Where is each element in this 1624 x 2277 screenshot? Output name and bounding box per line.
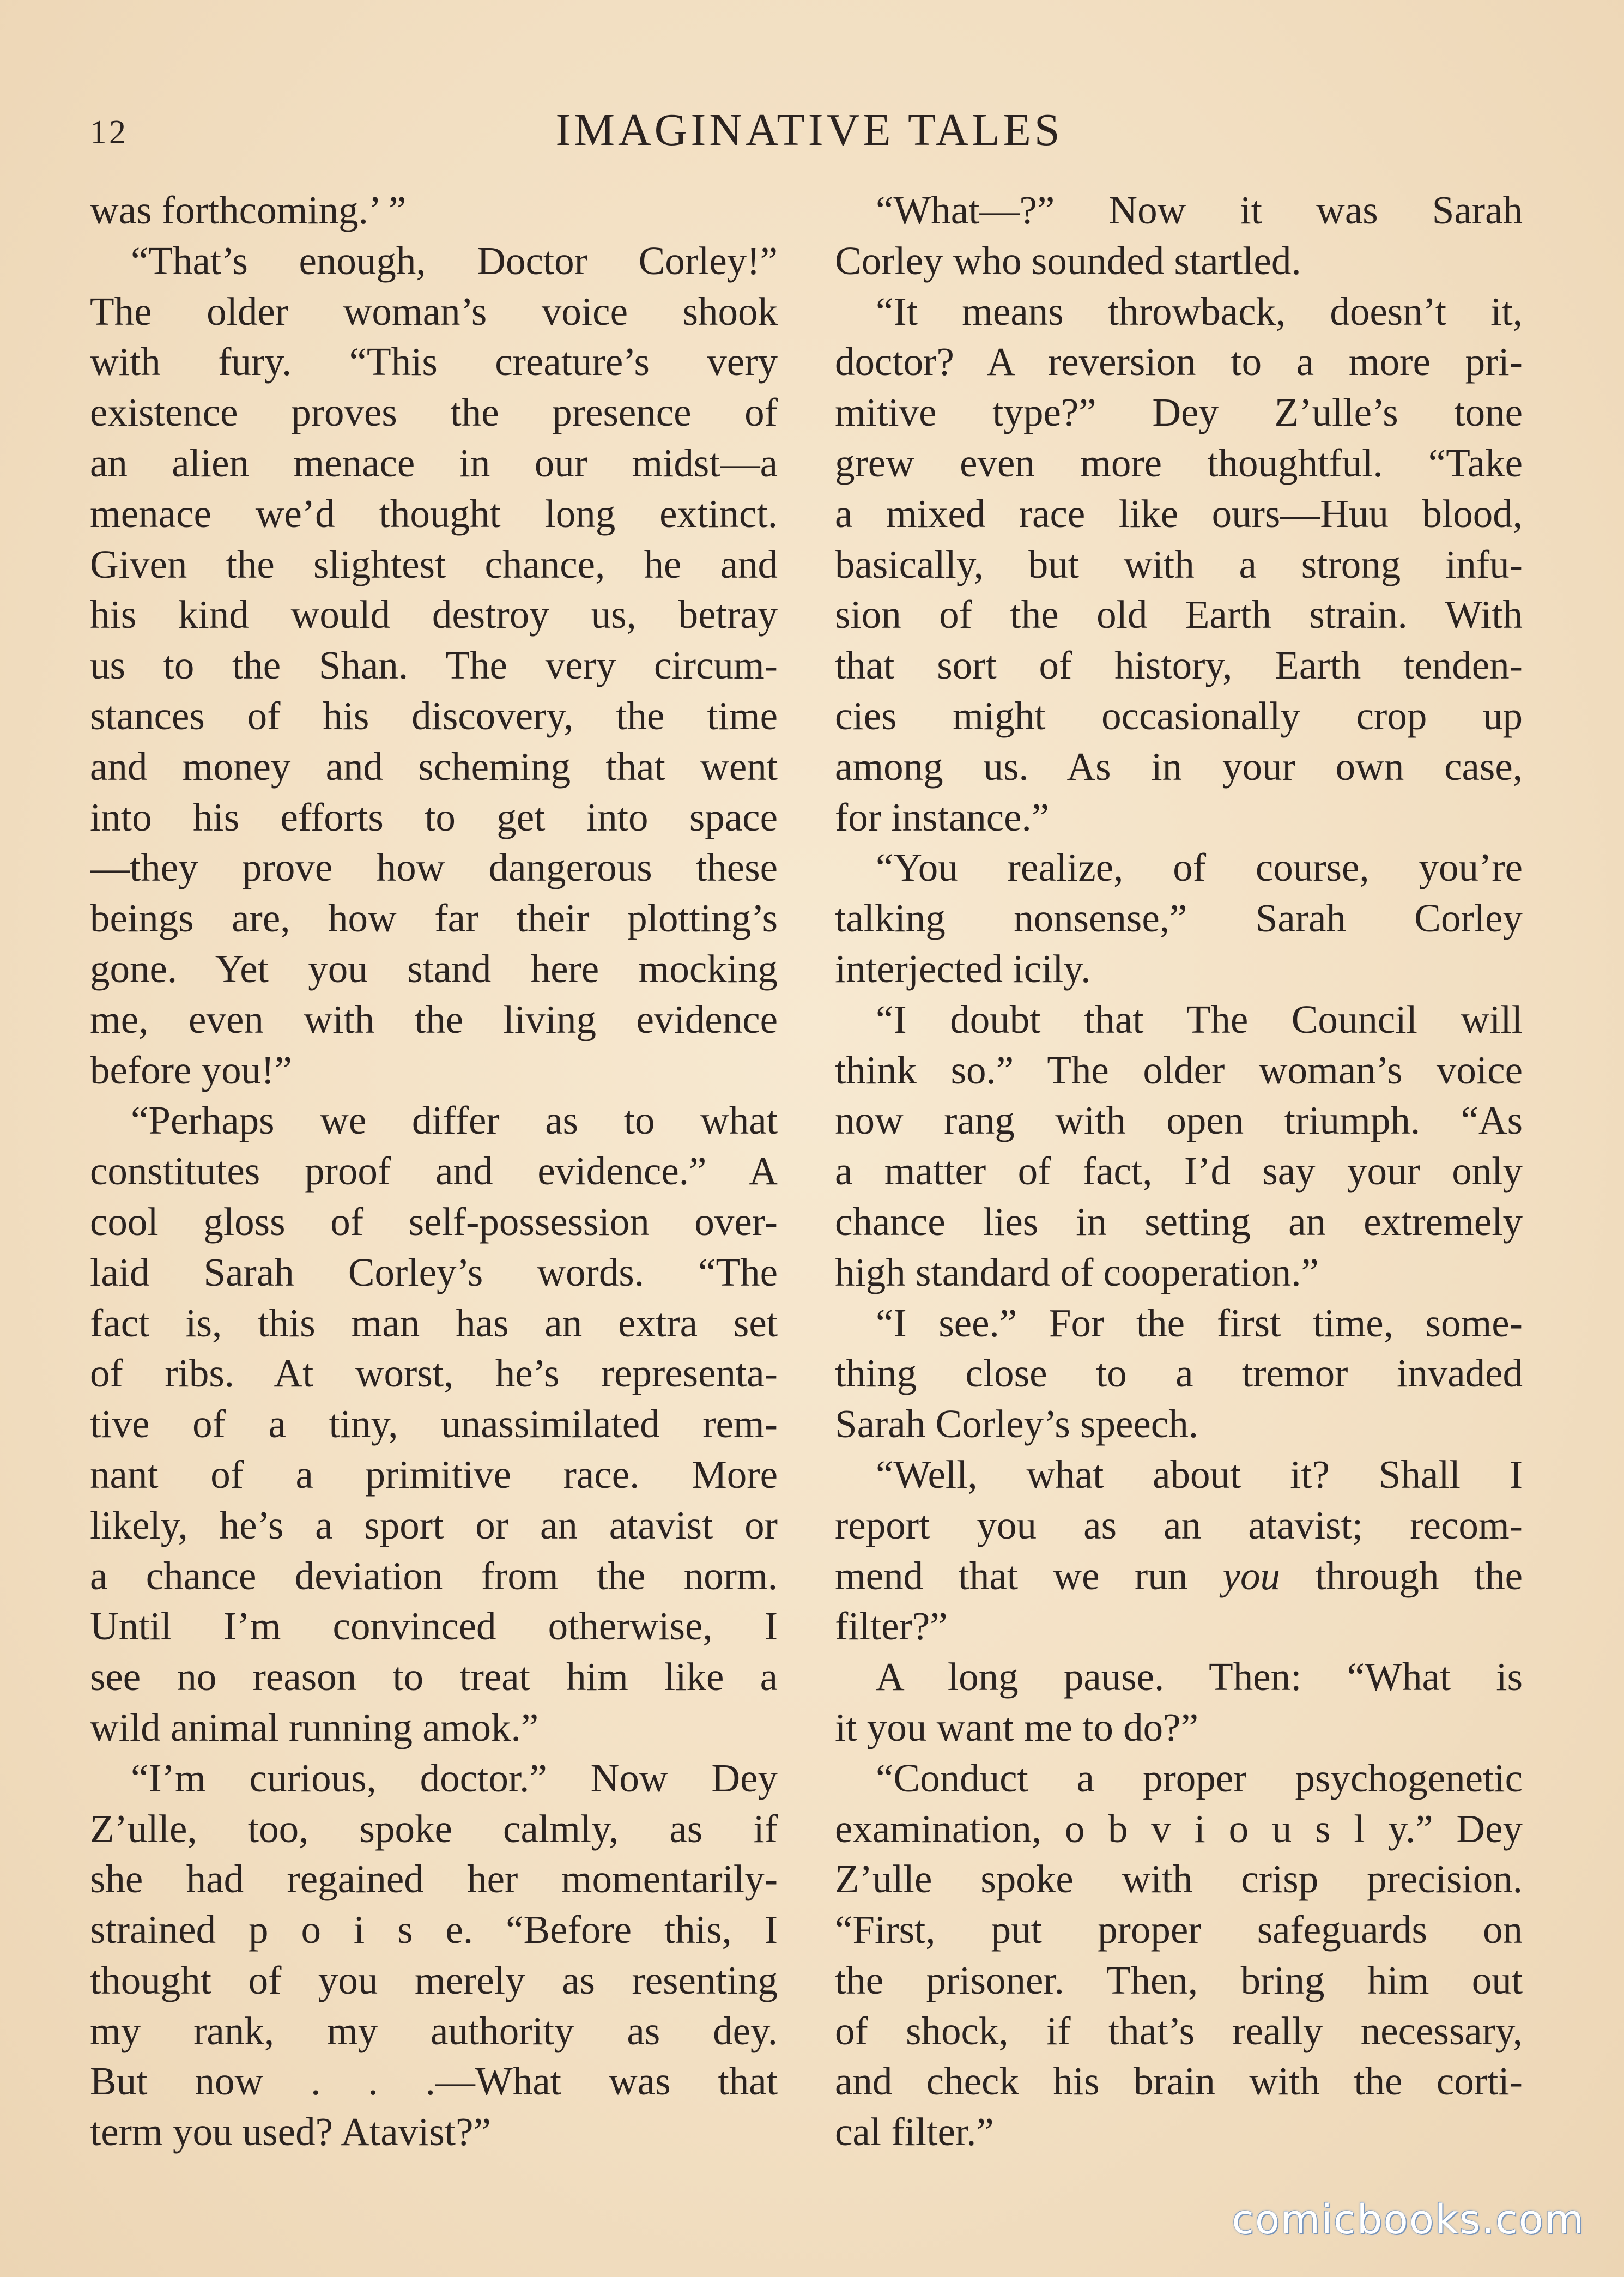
- text-line: Until I’m convinced otherwise, I: [90, 1604, 778, 1649]
- text-line: that sort of history, Earth tenden-: [835, 643, 1523, 688]
- text-line: “I doubt that The Council will: [876, 997, 1523, 1041]
- text-line: existence proves the presence of: [90, 390, 778, 435]
- text-line: sion of the old Earth strain. With: [835, 592, 1523, 637]
- text-line: “I see.” For the first time, some-: [876, 1300, 1523, 1345]
- text-line: “That’s enough, Doctor Corley!”: [131, 238, 778, 283]
- left-column: [90, 185, 778, 2158]
- right-column: [835, 185, 1523, 2158]
- text-line: for instance.”: [835, 795, 1050, 839]
- watermark-logo: comicbooks.com: [1232, 2196, 1585, 2243]
- text-line: high standard of cooperation.”: [835, 1250, 1319, 1294]
- text-line: and check his brain with the corti-: [835, 2059, 1523, 2104]
- text-line: Sarah Corley’s speech.: [835, 1402, 1198, 1446]
- text-line: before you!”: [90, 1047, 292, 1092]
- text-line: thought of you merely as resenting: [90, 1958, 778, 2002]
- text-line: an alien menace in our midst—a: [90, 440, 778, 485]
- text-line: But now . . .—What was that: [90, 2059, 778, 2104]
- text-segment: mend that we run: [835, 1553, 1188, 1598]
- text-line: “It means throwback, doesn’t it,: [876, 289, 1523, 334]
- text-line: my rank, my authority as dey.: [90, 2008, 778, 2053]
- text-line: “You realize, of course, you’re: [876, 845, 1523, 890]
- text-line: tive of a tiny, unassimilated rem-: [90, 1402, 778, 1446]
- page-header: [90, 104, 1529, 163]
- text-line: a chance deviation from the norm.: [90, 1553, 778, 1598]
- text-line: report you as an atavist; recom-: [835, 1503, 1523, 1547]
- text-line: us to the Shan. The very circum-: [90, 643, 778, 688]
- text-line: mitive type?” Dey Z’ulle’s tone: [835, 390, 1523, 435]
- text-line: term you used? Atavist?”: [90, 2110, 491, 2154]
- text-line: cies might occasionally crop up: [835, 693, 1523, 738]
- text-line: Corley who sounded startled.: [835, 238, 1301, 283]
- text-line: think so.” The older woman’s voice: [835, 1047, 1523, 1092]
- text-line: a matter of fact, I’d say your only: [835, 1149, 1523, 1194]
- text-line: “Well, what about it? Shall I: [876, 1452, 1523, 1497]
- text-line: with fury. “This creature’s very: [90, 340, 778, 384]
- text-line: constitutes proof and evidence.” A: [90, 1149, 778, 1194]
- text-line: thing close to a tremor invaded: [835, 1351, 1523, 1396]
- text-line: gone. Yet you stand here mocking: [90, 946, 778, 991]
- text-line: Given the slightest chance, he and: [90, 542, 778, 586]
- text-line: a mixed race like ours—Huu blood,: [835, 491, 1523, 536]
- text-line: see no reason to treat him like a: [90, 1655, 778, 1699]
- running-head: IMAGINATIVE TALES: [555, 105, 1063, 155]
- text-line: the prisoner. Then, bring him out: [835, 1958, 1523, 2002]
- text-line: A long pause. Then: “What is: [876, 1655, 1523, 1699]
- text-line: nant of a primitive race. More: [90, 1452, 778, 1497]
- text-line: chance lies in setting an extremely: [835, 1199, 1523, 1244]
- text-line: Z’ulle, too, spoke calmly, as if: [90, 1806, 778, 1851]
- text-line: his kind would destroy us, betray: [90, 592, 778, 637]
- text-segment: through the: [1315, 1553, 1523, 1598]
- text-line: doctor? A reversion to a more pri-: [835, 340, 1523, 384]
- text-line: [835, 1551, 1523, 1602]
- italic-word: you: [1222, 1553, 1280, 1598]
- text-line: strained p o i s e. “Before this, I: [90, 1907, 778, 1952]
- text-line: now rang with open triumph. “As: [835, 1098, 1523, 1143]
- text-line: —they prove how dangerous these: [90, 845, 778, 890]
- text-line: stances of his discovery, the time: [90, 693, 778, 738]
- text-line: “First, put proper safeguards on: [835, 1907, 1523, 1952]
- text-line: basically, but with a strong infu-: [835, 542, 1523, 586]
- text-line: cal filter.”: [835, 2110, 994, 2154]
- text-line: was forthcoming.’ ”: [90, 188, 407, 232]
- text-line: The older woman’s voice shook: [90, 289, 778, 334]
- text-line: of ribs. At worst, he’s representa-: [90, 1351, 778, 1396]
- text-line: fact is, this man has an extra set: [90, 1300, 778, 1345]
- text-line: likely, he’s a sport or an atavist or: [90, 1503, 778, 1547]
- page-number: 12: [90, 114, 128, 151]
- text-line: “What—?” Now it was Sarah: [876, 188, 1523, 232]
- text-line: among us. As in your own case,: [835, 744, 1523, 789]
- text-line: talking nonsense,” Sarah Corley: [835, 896, 1523, 941]
- text-line: into his efforts to get into space: [90, 795, 778, 839]
- text-line: wild animal running amok.”: [90, 1705, 539, 1749]
- text-line: it you want me to do?”: [835, 1705, 1198, 1749]
- text-line: of shock, if that’s really necessary,: [835, 2008, 1523, 2053]
- text-line: “I’m curious, doctor.” Now Dey: [131, 1755, 778, 1800]
- text-line: menace we’d thought long extinct.: [90, 491, 778, 536]
- text-line: Z’ulle spoke with crisp precision.: [835, 1857, 1523, 1901]
- text-line: beings are, how far their plotting’s: [90, 896, 778, 941]
- text-line: and money and scheming that went: [90, 744, 778, 789]
- text-line: cool gloss of self-possession over-: [90, 1199, 778, 1244]
- text-line: “Conduct a proper psychogenetic: [876, 1755, 1523, 1800]
- text-line: grew even more thoughtful. “Take: [835, 440, 1523, 485]
- text-line: laid Sarah Corley’s words. “The: [90, 1250, 778, 1294]
- text-line: she had regained her momentarily-: [90, 1857, 778, 1901]
- text-line: filter?”: [835, 1604, 948, 1649]
- text-line: “Perhaps we differ as to what: [131, 1098, 778, 1143]
- text-line: examination, o b v i o u s l y.” Dey: [835, 1806, 1523, 1851]
- text-line: interjected icily.: [835, 946, 1091, 991]
- text-line: me, even with the living evidence: [90, 997, 778, 1041]
